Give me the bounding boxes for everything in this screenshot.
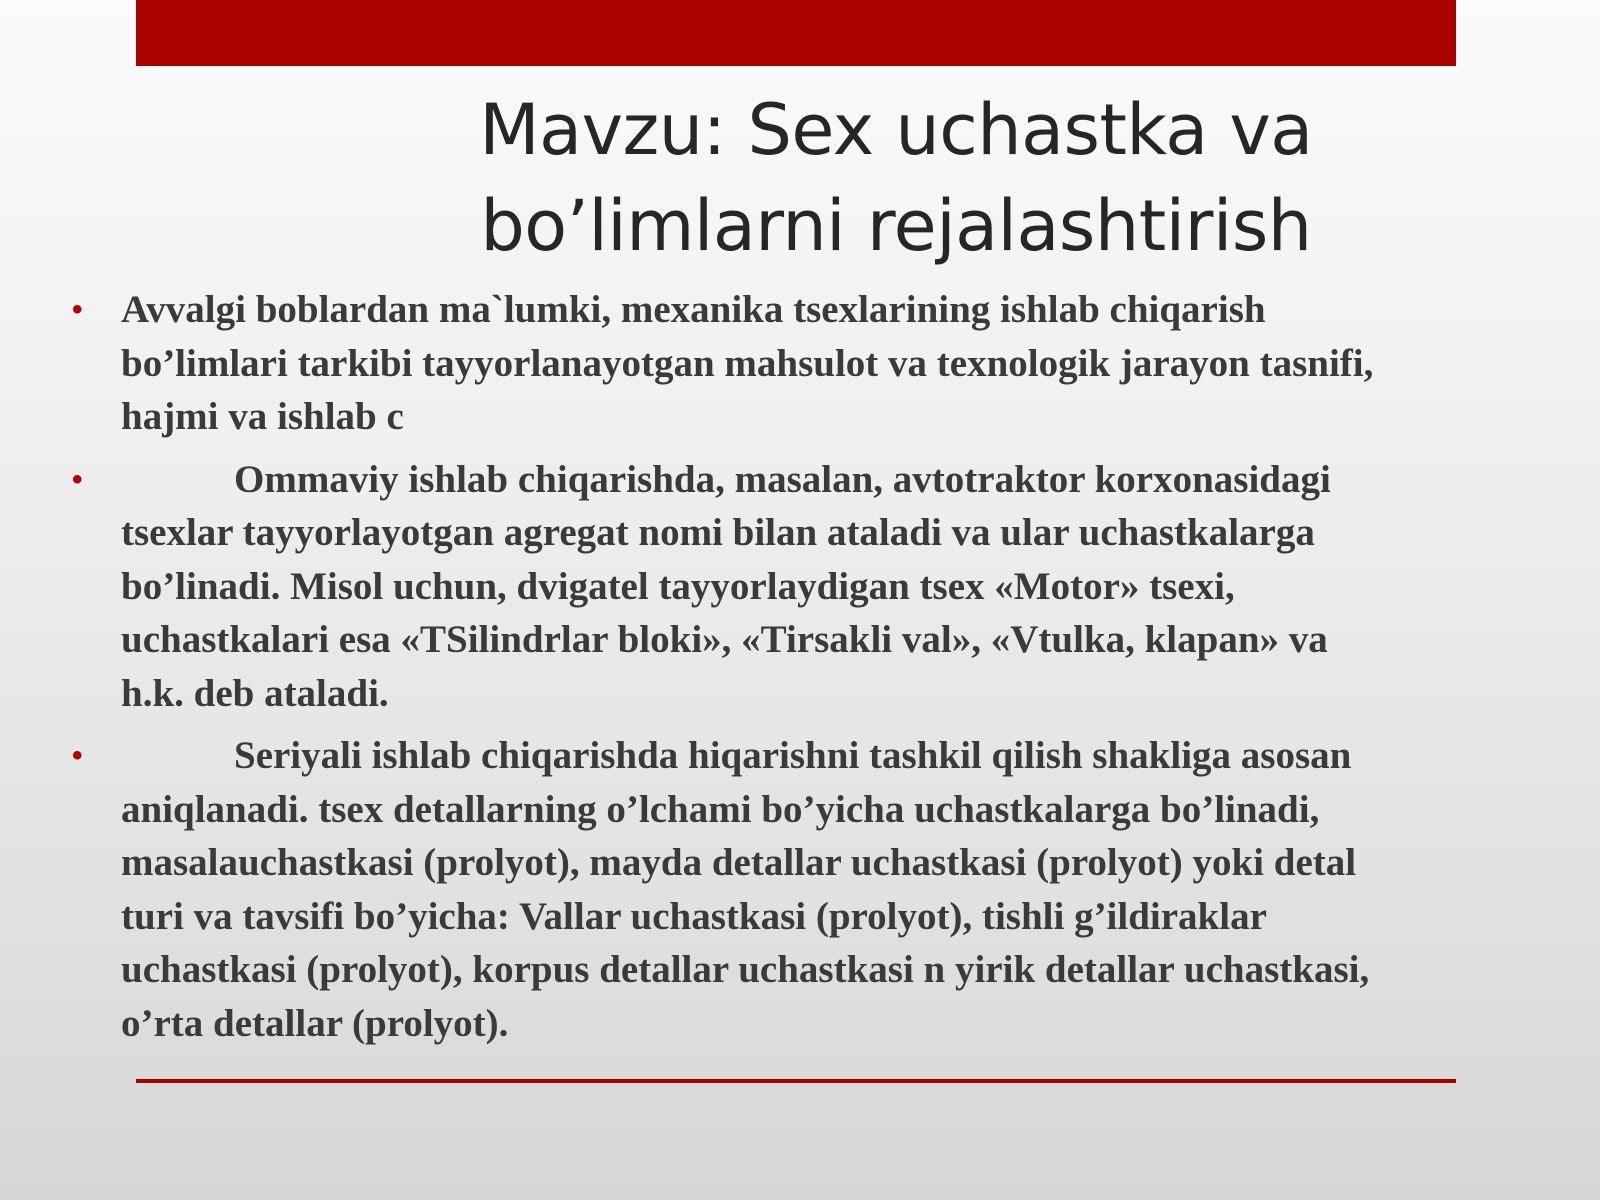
slide-title <box>396 82 1396 274</box>
bullet-3-line-4: turi va tavsifi bo’yicha: Vallar uchastkasi (prolyot), tishli g’ildiraklar <box>121 894 1267 938</box>
bullet-2-line-4: uchastkalari esa «TSilindrlar bloki», «Tirsakli val», «Vtulka, klapan» va <box>121 618 1328 661</box>
bullet-3-line-6: o’rta detallar (prolyot). <box>121 1001 509 1045</box>
bullet-2-line-2: tsexlar tayyorlayotgan agregat nomi bilan ataladi va ular uchastkalarga <box>121 511 1315 554</box>
bullet-3-line-2: aniqlanadi. tsex detallarning o’lchami bo’yicha uchastkalarga bo’linadi, <box>121 787 1320 831</box>
top-accent-bar <box>136 0 1456 66</box>
bullet-2-line-3: bo’linadi. Misol uchun, dvigatel tayyorlaydigan tsex «Motor» tsexi, <box>121 564 1235 608</box>
bullet-list <box>0 283 1600 1059</box>
bullet-2-line-5: h.k. deb ataladi. <box>121 671 389 715</box>
bullet-dot-icon: • <box>72 739 83 772</box>
bullet-item-3 <box>0 729 1600 1050</box>
bullet-3-line-5: uchastkasi (prolyot), korpus detallar uchastkasi n yirik detallar uchastkasi, <box>121 948 1370 991</box>
bullet-3-line-1: Seriyali ishlab chiqarishda hiqarishni tashkil qilish shakliga asosan <box>234 734 1352 777</box>
bullet-dot-icon: • <box>72 462 83 496</box>
slide-title-line-1: Mavzu: Sex uchastka va <box>479 89 1313 171</box>
bullet-1-line-3: hajmi va ishlab c <box>121 395 404 438</box>
slide-title-line-2: bo’limlarni rejalashtirish <box>480 185 1312 267</box>
bullet-1-line-2: bo’limlari tarkibi tayyorlanayotgan mahsulot va texnologik jarayon tasnifi, <box>121 341 1374 385</box>
bullet-item-1 <box>0 283 1600 444</box>
bottom-accent-rule <box>136 1079 1456 1083</box>
bullet-1-line-1: Avvalgi boblardan ma`lumki, mexanika tsexlarining ishlab chiqarish <box>121 288 1266 331</box>
bullet-2-line-1: Ommaviy ishlab chiqarishda, masalan, avtotraktor korxonasidagi <box>234 457 1331 501</box>
bullet-3-line-3: masalauchastkasi (prolyot), mayda detallar uchastkasi (prolyot) yoki detal <box>121 841 1357 884</box>
bullet-dot-icon: • <box>72 293 83 326</box>
bullet-item-2 <box>0 453 1600 721</box>
